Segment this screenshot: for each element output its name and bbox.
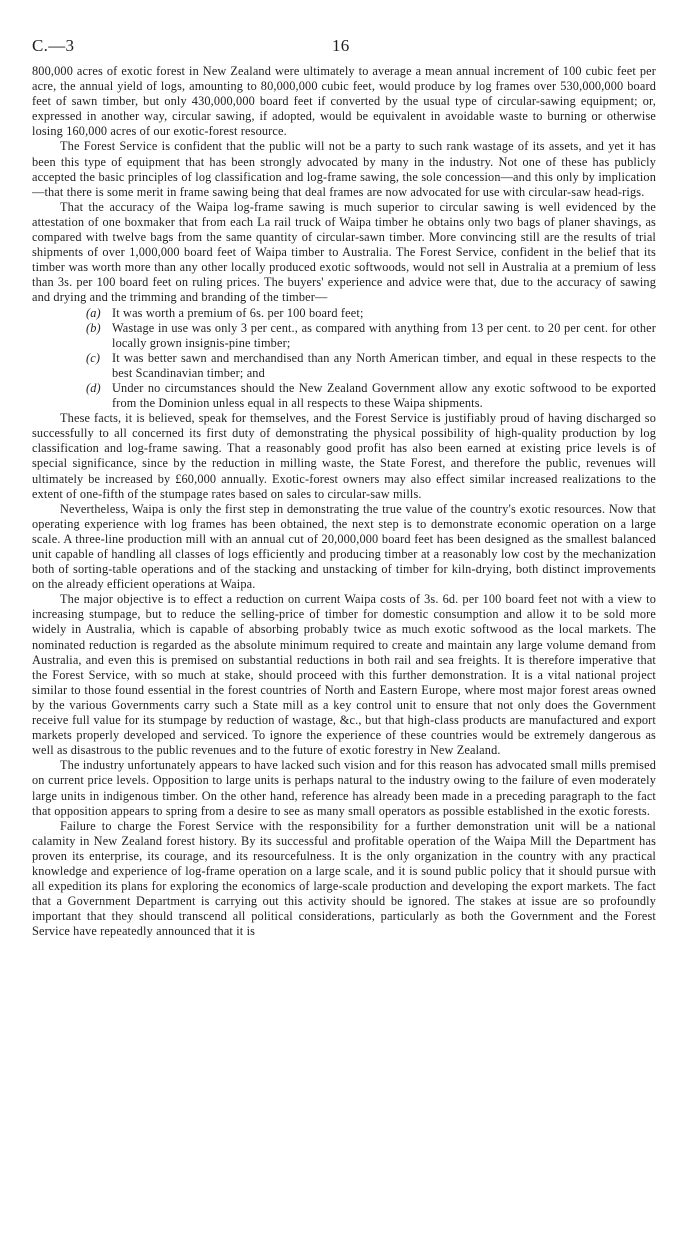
paragraph: 800,000 acres of exotic forest in New Zealand were ultimately to average a mean annual increment of 100 cubic feet per acre, the annual yield of logs, amounting to 80,000,000 cubic feet, would produce by log frames over 530,000,000 board feet of sawn timber, but only 430,000,000 board feet if converted by the usual type of circular-sawing equipment; or, expressed in another way, circular sawing, if adopted, would be equivalent in avoidable waste to burning or otherwise losing 160,000 acres of our exotic-forest resource.: [32, 64, 656, 139]
document-page: [32, 36, 656, 1246]
list-item-text: It was worth a premium of 6s. per 100 board feet;: [112, 305, 364, 320]
paragraph: The Forest Service is confident that the public will not be a party to such rank wastage of its assets, and yet it has been this type of equipment that has been strongly advocated by many in the industry. Not one of these has publicly accepted the basic principles of log classification and log-frame sawing, the sole concession—and this only by implication—that there is some merit in frame sawing being that deal frames are now advocated for use with circular-saw head-rigs.: [32, 139, 656, 199]
page-header: [32, 36, 656, 64]
paragraph: These facts, it is believed, speak for themselves, and the Forest Service is justifiably proud of having discharged so successfully to all concerned its first duty of demonstrating the physical possibility of high-quality production by log classification and log-frame sawing. That a reasonably good profit has also been earned at existing price levels is of special significance, since by the reduction in milling waste, the State Forest, and therefore the public, revenues will ultimately be increased by £60,000 annually. Exotic-forest owners may also effect similar increased realizations to the extent of one-fifth of the stumpage rates based on sales to circular-saw mills.: [32, 411, 656, 501]
list-item: [86, 380, 656, 411]
list-marker: (a): [86, 305, 101, 320]
list-marker: (b): [86, 320, 101, 335]
document-body: [32, 64, 656, 939]
list-item-text: It was better sawn and merchandised than any North American timber, and equal in these respects to the best Scandinavian timber; and: [112, 350, 656, 380]
list-item: [86, 350, 656, 381]
list-item: [86, 305, 656, 321]
buyer-findings-list: [32, 306, 656, 412]
paragraph: That the accuracy of the Waipa log-frame sawing is much superior to circular sawing is well evidenced by the attestation of one boxmaker that from each La rail truck of Waipa timber he obtains only two bags of planer shavings, as compared with twelve bags from the same quantity of circular-sawn timber. More convincing still are the results of trial shipments of over 1,000,000 board feet of Waipa timber to Australia. The Forest Service, confident in the belief that its timber was worth more than any other locally produced exotic softwoods, would not sell in Australia at a premium of less than 3s. per 100 board feet on ruling prices. The buyers' experience and advice were that, due to the accuracy of sawing and drying and the trimming and branding of the timber—: [32, 199, 656, 305]
list-item-text: Wastage in use was only 3 per cent., as compared with anything from 13 per cent. to 20 per cent. for other locally grown insignis-pine timber;: [112, 320, 656, 350]
list-marker: (c): [86, 350, 101, 365]
list-marker: (d): [86, 380, 101, 395]
page-number: 16: [332, 36, 350, 55]
paragraph: The major objective is to effect a reduction on current Waipa costs of 3s. 6d. per 100 board feet not with a view to increasing stumpage, but to reduce the selling-price of timber for domestic consumption and allow it to be sold more widely in Australia, which is capable of absorbing probably twice as much exotic softwood as the local markets. The nominated reduction is regarded as the absolute minimum required to create and maintain any large volume demand from Australia, and even this is premised on substantial reductions in both rail and sea freights. It is therefore imperative that the Forest Service, with so much at stake, should proceed with this further demonstration. It is a vital national project similar to those found essential in the forest countries of North and Eastern Europe, where most major forest areas owned by the various Governments carry such a State mill as a key control unit to ensure that not only does the Government receive full value for its stumpage by reduction of wastage, &c., but that high-class products are manufactured and export markets properly developed and serviced. To ignore the experience of these countries would be extremely dangerous as well as disastrous to the public revenues and to the future of exotic forestry in New Zealand.: [32, 592, 656, 758]
list-item: [86, 320, 656, 351]
report-reference: C.—3: [32, 36, 75, 55]
paragraph: Nevertheless, Waipa is only the first step in demonstrating the true value of the country's exotic resources. Now that operating experience with log frames has been obtained, the next step is to demonstrate economic operation on a large scale. A three-line production mill with an annual cut of 20,000,000 board feet has been designed as the smallest balanced unit capable of handling all classes of logs efficiently and producing timber at a reasonably low cost by the mechanization both of sorting-table operations and of the stacking and unstacking of timber for kiln-drying, both distinct improvements on the already efficient operations at Waipa.: [32, 501, 656, 592]
list-item-text: Under no circumstances should the New Zealand Government allow any exotic softwood to be exported from the Dominion unless equal in all respects to these Waipa shipments.: [112, 380, 656, 411]
paragraph: The industry unfortunately appears to have lacked such vision and for this reason has advocated small mills premised on current price levels. Opposition to large units is perhaps natural to the industry owing to the failure of even moderately large units in indigenous timber. On the other hand, reference has already been made in a preceding paragraph to the fact that opposition appears to spring from a desire to see as many small operators as possible established in the exotic forests.: [32, 758, 656, 818]
paragraph: Failure to charge the Forest Service with the responsibility for a further demonstration unit will be a national calamity in New Zealand forest history. By its successful and profitable operation of the Waipa Mill the Department has proven its enterprise, its courage, and its resourcefulness. It is the only organization in the country with any practical knowledge and experience of log-frame operation on a large scale, and it is sound public policy that it should pursue with all expedition its plans for exploring the economics of large-scale production and developing the export markets. The fact that a Government Department is carrying out this activity should be ignored. The stakes at issue are so profoundly important that they should transcend all political considerations, particularly as both the Government and the Forest Service have repeatedly announced that it is: [32, 818, 656, 939]
